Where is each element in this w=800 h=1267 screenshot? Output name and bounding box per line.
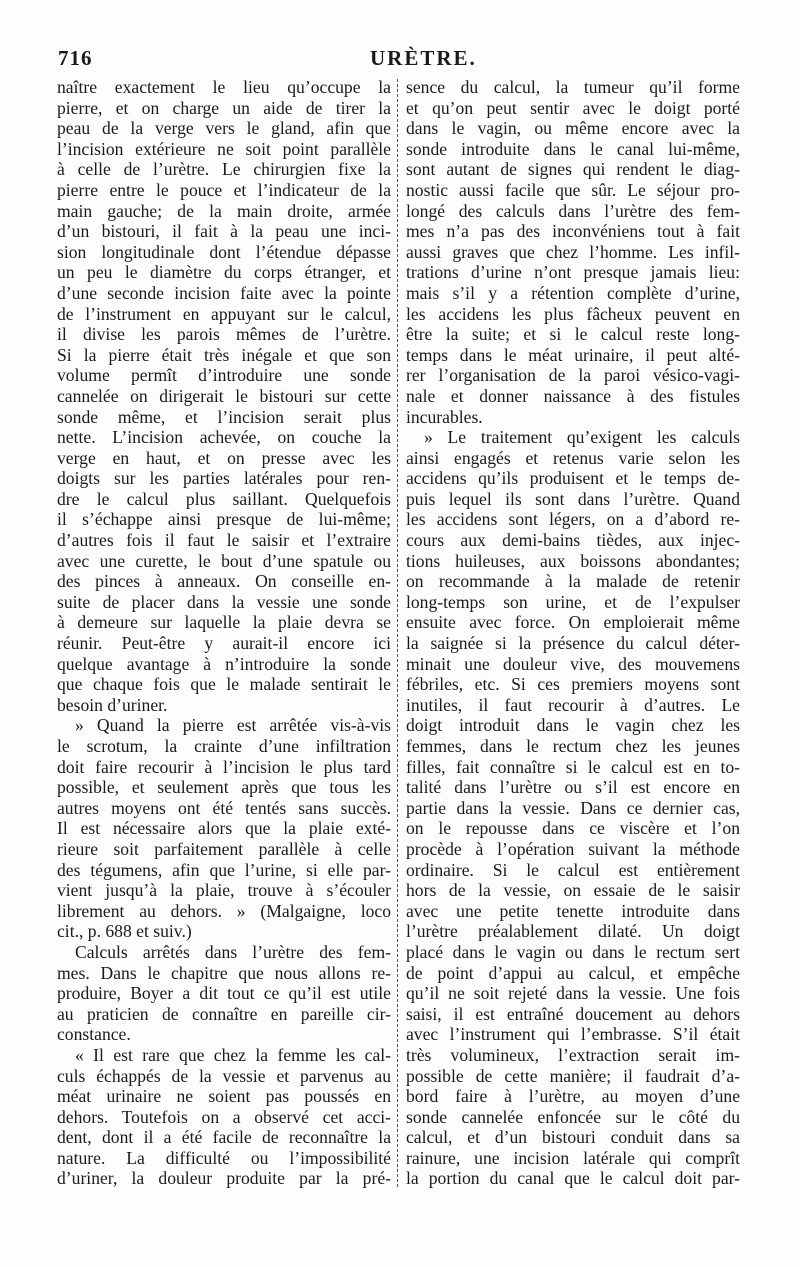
text-line: être la suite; et si le calcul reste long- [406,324,740,345]
text-line: des pinces à anneaux. On conseille en- [57,571,391,592]
text-line: d’un bistouri, il fait à la peau une inci- [57,221,391,242]
text-line: mes n’a pas des inconvéniens tout à fait [406,221,740,242]
text-line: puis lequel ils sont dans l’urètre. Quand [406,488,740,509]
text-line: » Le traitement qu’exigent les calculs [424,427,740,448]
text-line: peau de la verge vers le gland, afin que [57,118,391,139]
text-line: la portion du canal que le calcul doit par- [406,1168,740,1189]
text-line: constance. [57,1024,131,1045]
text-line: minait une douleur vive, des mouvemens [406,653,740,674]
right-column [406,77,740,1189]
text-line: les accidens les plus fâcheux peuvent en [406,303,740,324]
text-line: volume permît d’introduire une sonde [57,365,391,386]
text-line: quelque avantage à n’introduire la sonde [57,653,391,674]
text-line: sont autant de signes qui rendent le diag- [406,159,740,180]
text-line: cours aux demi-bains tièdes, aux injec- [406,530,740,551]
text-line: l’urètre préalablement dilaté. Un doigt [406,921,740,942]
text-line: les accidens sont légers, on a d’abord re- [406,509,740,530]
text-line: verge en haut, et on presse avec les [57,447,391,468]
text-line: un peu le diamètre du corps étranger, et [57,262,391,283]
text-line: à celle de l’urètre. Le chirurgien fixe la [57,159,391,180]
text-line: long-temps son urine, et de l’expulser [406,591,740,612]
text-line: doit faire recourir à l’incision le plus tard [57,756,391,777]
text-line: de point d’appui au calcul, et empêche [406,962,740,983]
text-line: Il est nécessaire alors que la plaie exté- [57,818,391,839]
text-line: sonde introduite dans le canal lui-même, [406,138,740,159]
text-line: dans le vagin, ou même encore avec la [406,118,740,139]
text-line: » Quand la pierre est arrêtée vis-à-vis [75,715,391,736]
text-line: l’incision extérieure ne soit point parallèle [57,138,391,159]
page-header [58,46,754,72]
text-line: sonde cannelée enfoncée sur le côté du [406,1106,740,1127]
text-line: mais s’il y a rétention complète d’urine, [406,282,740,303]
text-line: cit., p. 688 et suiv.) [57,921,192,942]
text-line: on recommande à la malade de retenir [406,571,740,592]
text-line: que chaque fois que le malade sentirait le [57,674,391,695]
text-line: dre le calcul plus saillant. Quelquefois [57,488,391,509]
text-line: hors de la vessie, on essaie de le saisir [406,880,740,901]
text-line: tions huileuses, aux boissons abondantes; [406,550,740,571]
text-line: talité dans l’urètre ou s’il est encore en [406,777,740,798]
text-line: nette. L’incision achevée, on couche la [57,427,391,448]
running-title: URÈTRE. [370,46,477,70]
column-divider [397,79,398,1187]
text-line: librement au dehors. » (Malgaigne, loco [57,900,391,921]
text-line: « Il est rare que chez la femme les cal- [75,1044,391,1065]
text-line: très volumineux, l’extraction serait im- [406,1044,740,1065]
text-line: sence du calcul, la tumeur qu’il forme [406,77,740,97]
text-line: aussi graves que chez l’homme. Les infil- [406,241,740,262]
text-line: nale et donner naissance à des fistules [406,385,740,406]
text-line: rieure soit parfaitement parallèle à celle [57,838,391,859]
text-line: mes. Dans le chapitre que nous allons re- [57,962,391,983]
text-line: possible de cette manière; il faudrait d’a- [406,1065,740,1086]
text-line: besoin d’uriner. [57,694,168,715]
text-line: ensuite avec force. On emploierait même [406,612,740,633]
text-line: d’uriner, la douleur produite par la pré- [57,1168,391,1189]
text-line: et qu’on peut sentir avec le doigt porté [406,97,740,118]
text-line: vient jusqu’à la plaie, trouve à s’écouler [57,880,391,901]
text-line: Calculs arrêtés dans l’urètre des fem- [75,941,391,962]
text-line: de l’instrument en appuyant sur le calcul, [57,303,391,324]
text-line: ainsi engagés et retenus varie selon les [406,447,740,468]
text-line: des tégumens, afin que l’urine, si elle par- [57,859,391,880]
text-line: possible, et seulement après que tous les [57,777,391,798]
text-line: pierre, et on charge un aide de tirer la [57,97,391,118]
text-line: partie dans la vessie. Dans ce dernier cas, [406,797,740,818]
text-line: il divise les parois mêmes de l’urètre. [57,324,391,345]
text-line: d’autres fois il faut le saisir et l’extraire [57,530,391,551]
text-line: doigt introduit dans le vagin chez les [406,715,740,736]
text-line: réunir. Peut-être y aurait-il encore ici [57,633,391,654]
text-line: dehors. Toutefois on a observé cet acci- [57,1106,391,1127]
text-line: placé dans le vagin ou dans le rectum sert [406,941,740,962]
text-line: calcul, et d’un bistouri conduit dans sa [406,1127,740,1148]
text-line: suite de placer dans la vessie une sonde [57,591,391,612]
text-line: procède à l’opération suivant la méthode [406,838,740,859]
text-line: avec une petite tenette introduite dans [406,900,740,921]
text-line: culs échappés de la vessie et parvenus au [57,1065,391,1086]
text-line: il s’échappe ainsi presque de lui-même; [57,509,391,530]
text-line: rer l’organisation de la paroi vésico-vagi- [406,365,740,386]
text-line: naître exactement le lieu qu’occupe la [57,77,391,97]
text-line: rainure, une incision latérale qui comprît [406,1147,740,1168]
text-line: avec une curette, le bout d’une spatule ou [57,550,391,571]
text-line: bord faire à l’urètre, au moyen d’une [406,1086,740,1107]
text-line: nature. La difficulté ou l’impossibilité [57,1147,391,1168]
text-line: filles, fait connaître si le calcul est en to- [406,756,740,777]
text-line: d’une seconde incision faite avec la pointe [57,282,391,303]
text-line: le scrotum, la crainte d’une infiltration [57,736,391,756]
text-line: méat urinaire ne soient pas poussés en [57,1086,391,1107]
text-line: ordinaire. Si le calcul est entièrement [406,859,740,880]
text-line: incurables. [406,406,483,427]
text-line: à demeure sur laquelle la plaie devra se [57,612,391,633]
text-line: au praticien de connaître en pareille cir- [57,1003,391,1024]
text-line: avec l’instrument qui l’embrasse. S’il était [406,1024,740,1045]
text-line: sonde même, et l’incision serait plus [57,406,391,427]
text-line: sion longitudinale dont l’étendue dépasse [57,241,391,262]
text-line: qu’il ne soit rejeté dans la vessie. Une fois [406,983,740,1004]
text-line: longé des calculs dans l’urètre des fem- [406,200,740,221]
text-line: temps dans le méat urinaire, il peut alté- [406,344,740,365]
left-column [57,77,391,1189]
text-line: saisi, il est entraîné doucement au dehors [406,1003,740,1024]
text-line: Si la pierre était très inégale et que son [57,344,391,365]
text-line: on le repousse dans ce viscère et l’on [406,818,740,839]
text-line: la saignée si la présence du calcul déter- [406,633,740,654]
page-number: 716 [58,46,93,70]
text-line: doigts sur les parties latérales pour ren- [57,468,391,489]
text-line: nostic aussi facile que sûr. Le séjour pro- [406,179,740,200]
text-line: accidens qu’ils produisent et le temps de- [406,468,740,489]
text-line: autres moyens ont été tentés sans succès. [57,797,391,818]
text-line: main gauche; de la main droite, armée [57,200,391,221]
text-line: trations d’urine n’ont presque jamais lieu: [406,262,740,283]
text-line: cannelée on dirigerait le bistouri sur cette [57,385,391,406]
text-line: pierre entre le pouce et l’indicateur de la [57,179,391,200]
text-line: fébriles, etc. Si ces premiers moyens sont [406,674,740,695]
text-line: produire, Boyer a dit tout ce qu’il est utile [57,983,391,1004]
text-line: inutiles, il faut recourir à d’autres. Le [406,694,740,715]
text-line: femmes, dans le rectum chez les jeunes [406,736,740,756]
text-line: dent, dont il a été facile de reconnaître la [57,1127,391,1148]
